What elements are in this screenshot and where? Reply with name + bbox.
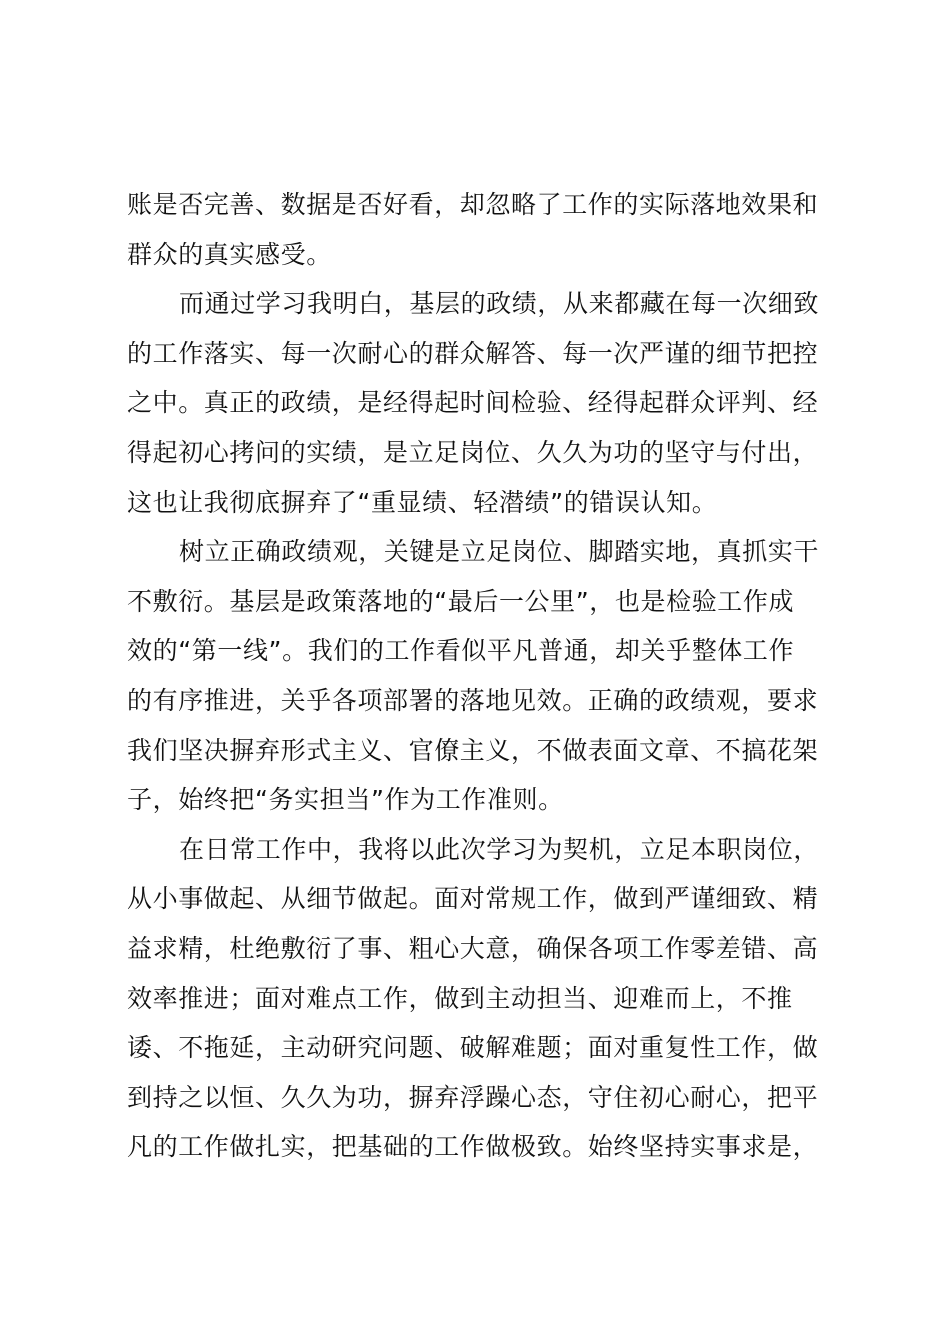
text-line: 群众的真实感受。	[127, 239, 332, 269]
text-line: 我们坚决摒弃形式主义、官僚主义，不做表面文章、不搞花架	[127, 735, 819, 765]
text-line: 账是否完善、数据是否好看，却忽略了工作的实际落地效果和	[127, 190, 819, 219]
text-line: 不敷衍。基层是政策落地的“最后一公里”，也是检验工作成	[127, 586, 795, 616]
body-text	[127, 180, 837, 1172]
paragraph-3	[127, 527, 837, 825]
text-line: 从小事做起、从细节做起。面对常规工作，做到严谨细致、精	[127, 884, 819, 914]
text-line: 树立正确政绩观，关键是立足岗位、脚踏实地，真抓实干	[179, 537, 820, 567]
text-line: 益求精，杜绝敷衍了事、粗心大意，确保各项工作零差错、高	[127, 933, 819, 963]
text-line: 效率推进；面对难点工作，做到主动担当、迎难而上，不推	[127, 983, 793, 1013]
text-line: 凡的工作做扎实，把基础的工作做极致。始终坚持实事求是，	[127, 1132, 819, 1162]
text-line: 而通过学习我明白，基层的政绩，从来都藏在每一次细致	[179, 289, 820, 319]
text-line: 这也让我彻底摒弃了“重显绩、轻潜绩”的错误认知。	[127, 487, 718, 517]
paragraph-1	[127, 180, 837, 279]
text-line: 子，始终把“务实担当”作为工作准则。	[127, 785, 564, 815]
text-line: 之中。真正的政绩，是经得起时间检验、经得起群众评判、经	[127, 388, 819, 418]
text-line: 得起初心拷问的实绩，是立足岗位、久久为功的坚守与付出，	[127, 437, 819, 467]
text-line: 到持之以恒、久久为功，摒弃浮躁心态，守住初心耐心，把平	[127, 1082, 819, 1112]
paragraph-4	[127, 825, 837, 1172]
text-line: 的有序推进，关乎各项部署的落地见效。正确的政绩观，要求	[127, 685, 819, 715]
text-line: 在日常工作中，我将以此次学习为契机，立足本职岗位，	[179, 834, 820, 864]
paragraph-2	[127, 279, 837, 527]
text-line: 效的“第一线”。我们的工作看似平凡普通，却关乎整体工作	[127, 636, 795, 666]
text-line: 诿、不拖延，主动研究问题、破解难题；面对重复性工作，做	[127, 1033, 819, 1063]
text-line: 的工作落实、每一次耐心的群众解答、每一次严谨的细节把控	[127, 338, 819, 368]
